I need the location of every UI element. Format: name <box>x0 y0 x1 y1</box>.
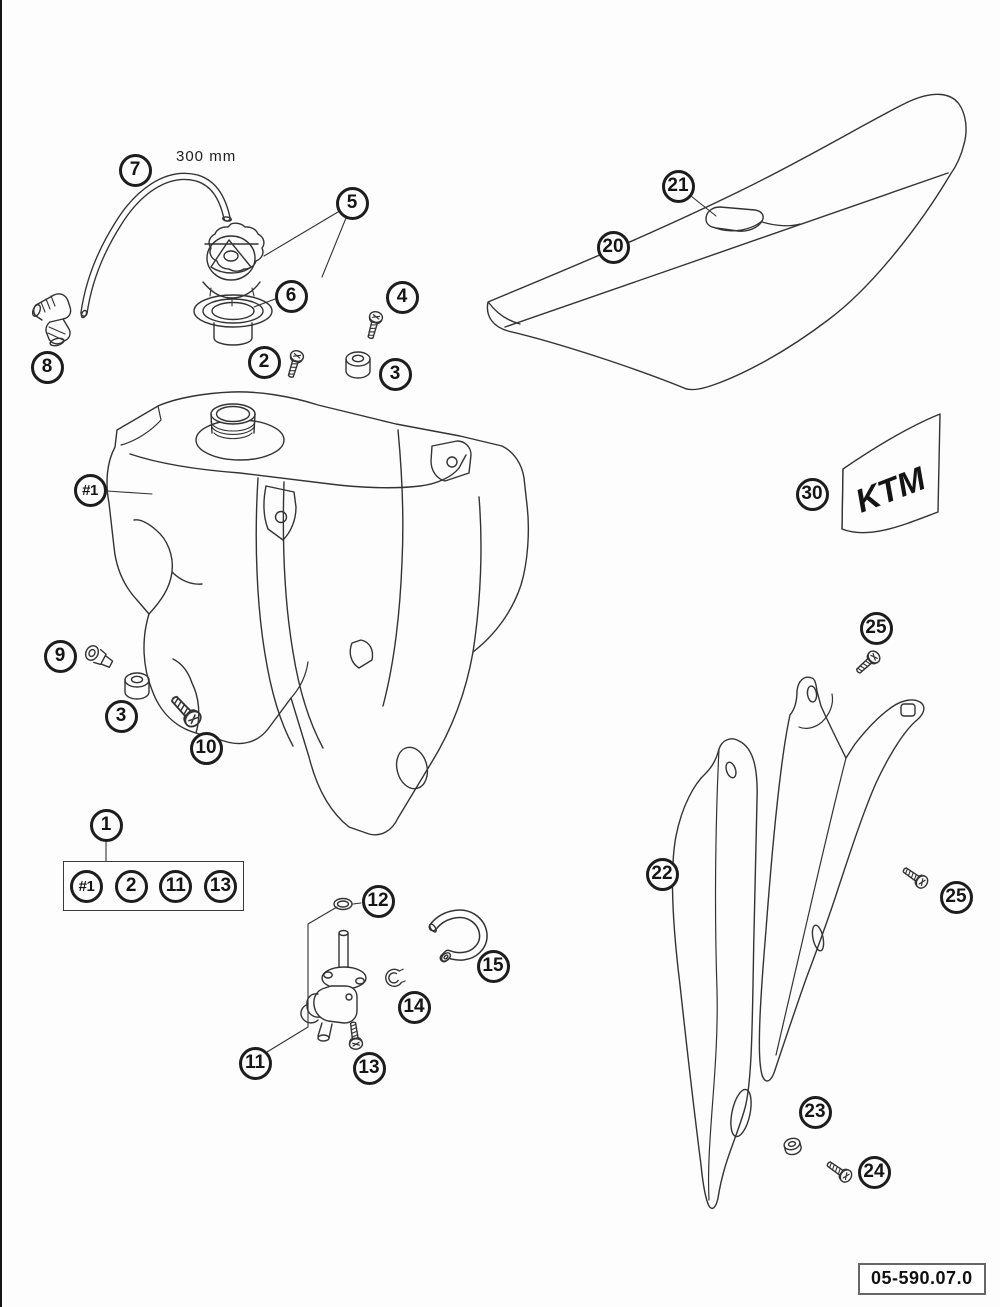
callout-11: 11 <box>239 1047 272 1080</box>
callout-12: 12 <box>362 885 395 918</box>
clip-14-drawing <box>384 966 407 988</box>
cap-gasket-drawing <box>194 295 272 345</box>
screw-24-drawing <box>824 1158 854 1184</box>
vent-hose-drawing <box>80 176 231 318</box>
callout-23: 23 <box>799 1096 832 1129</box>
callout-5: 5 <box>336 187 369 220</box>
callout-3: 3 <box>105 700 138 733</box>
leader-12 <box>353 903 361 904</box>
callout-30: 30 <box>796 478 829 511</box>
callout-4: 4 <box>386 281 419 314</box>
callout-24: 24 <box>858 1156 891 1189</box>
callout-15: 15 <box>477 950 510 983</box>
screw-13-drawing <box>347 1021 364 1050</box>
seat-drawing <box>487 94 966 389</box>
oring-12-drawing <box>334 899 352 910</box>
callout-7: 7 <box>119 154 152 187</box>
callout-box-2: 2 <box>115 870 148 903</box>
callout-1: 1 <box>90 809 123 842</box>
elbow-fitting-drawing <box>31 294 71 347</box>
side-panel-right-drawing <box>759 677 923 1081</box>
ktm-decal-drawing <box>842 414 940 533</box>
callout-25: 25 <box>860 612 893 645</box>
leader-6 <box>254 299 275 307</box>
fuel-hose-15-drawing <box>429 914 484 963</box>
grommet-3a-drawing <box>346 352 370 378</box>
hose-length-label: 300 mm <box>176 148 237 165</box>
callout-box-num1: #1 <box>70 870 103 903</box>
page-edge-line <box>0 0 2 1307</box>
callout-box-11: 11 <box>159 870 192 903</box>
fuel-tank-drawing <box>107 392 528 835</box>
fiche-code-box: 05-590.07.0 <box>858 1263 986 1295</box>
callout-20: 20 <box>597 231 630 264</box>
screw-2-drawing <box>284 349 304 379</box>
washer-23-drawing <box>783 1137 803 1157</box>
callout-6: 6 <box>275 280 308 313</box>
callout-9: 9 <box>44 640 77 673</box>
screw-4-drawing <box>364 310 384 340</box>
callout-box-13: 13 <box>204 870 237 903</box>
screw-25b-drawing <box>900 864 930 890</box>
leader-5-to-cap <box>264 212 338 256</box>
bolt-9-drawing <box>83 644 115 670</box>
callout-num1: #1 <box>74 474 107 507</box>
grommet-3b-drawing <box>125 673 149 699</box>
callout-25: 25 <box>940 881 973 914</box>
callout-8: 8 <box>31 351 64 384</box>
ktm-decal-text: KTM <box>850 459 931 520</box>
side-panel-left-drawing <box>673 739 758 1209</box>
callout-2: 2 <box>248 346 281 379</box>
leader-5-bracket <box>322 218 346 277</box>
fuel-cap-drawing <box>203 223 264 306</box>
callout-10: 10 <box>190 732 223 765</box>
group-box <box>63 861 244 911</box>
callout-3: 3 <box>379 358 412 391</box>
callout-14: 14 <box>398 991 431 1024</box>
screw-25a-drawing <box>853 649 882 677</box>
callout-13: 13 <box>353 1052 386 1085</box>
callout-21: 21 <box>662 170 695 203</box>
callout-22: 22 <box>646 858 679 891</box>
